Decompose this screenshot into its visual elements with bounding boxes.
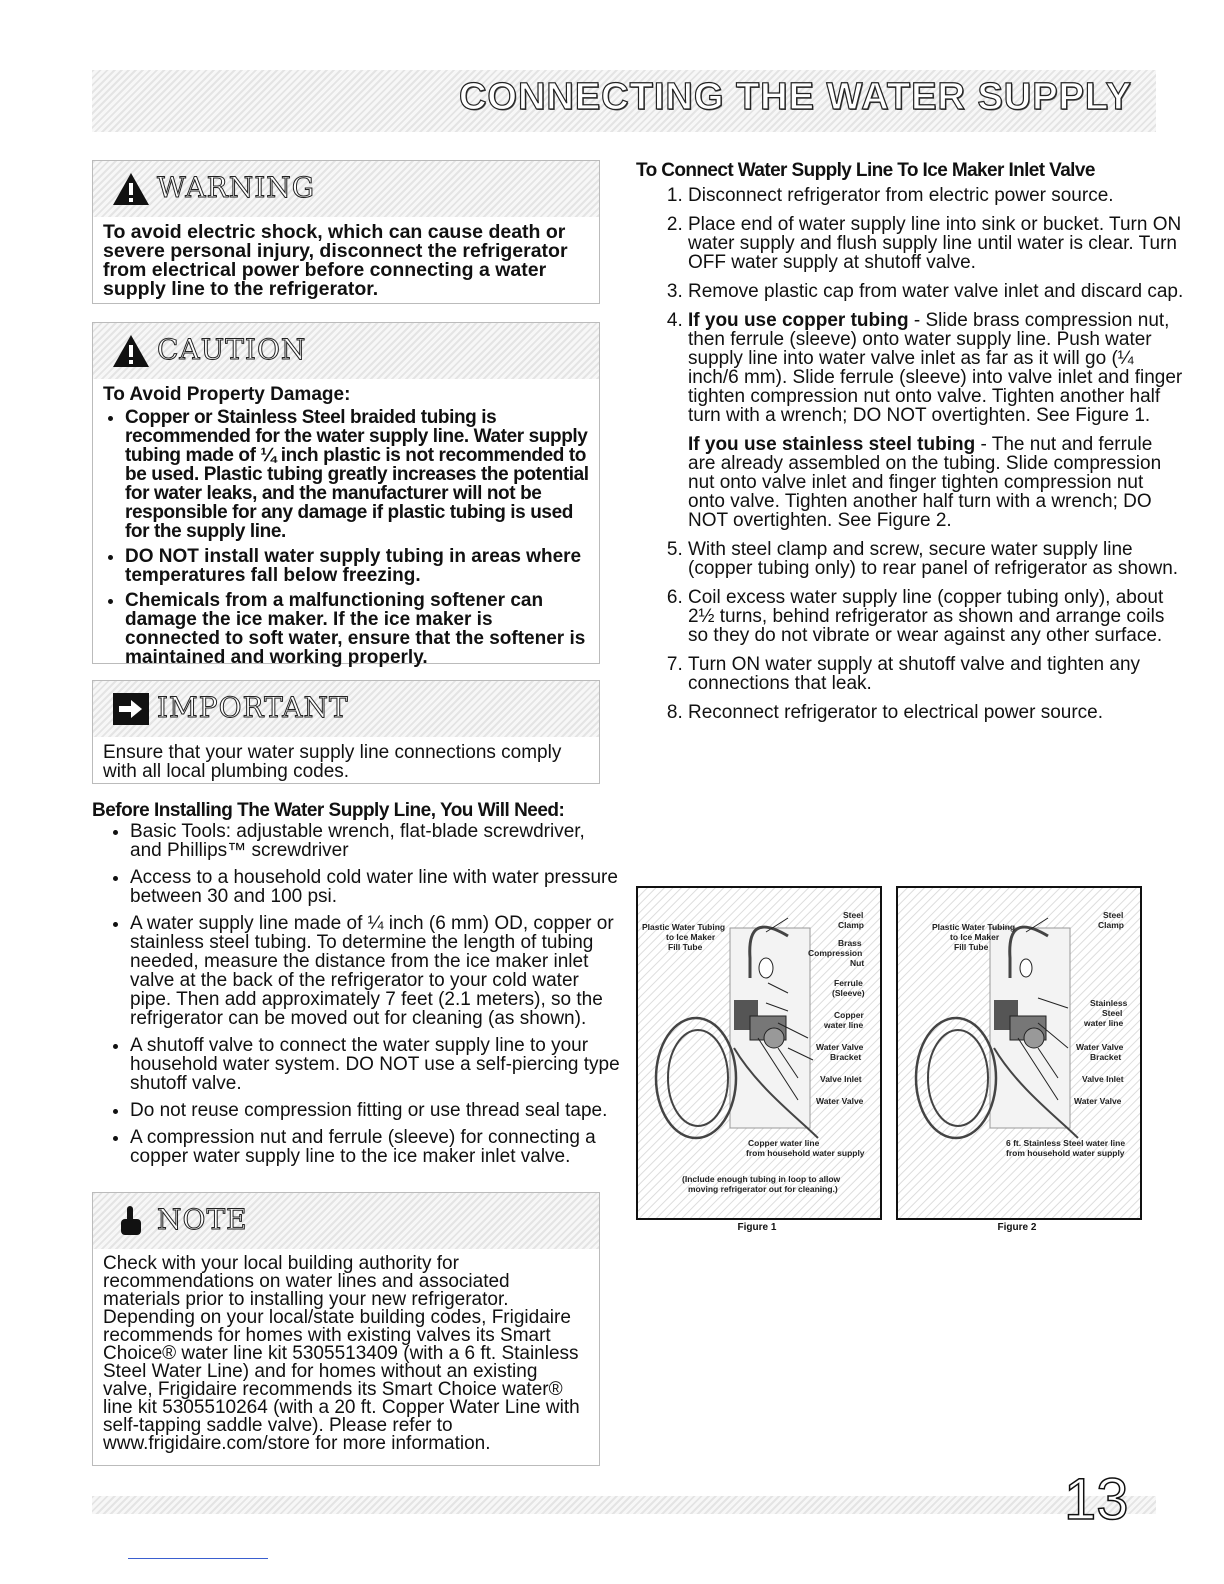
fig2-stainless-3: water line — [1084, 1018, 1124, 1028]
fig1-steel-clamp-1: Steel — [843, 910, 864, 920]
step-6: 6. Coil excess water supply line (copper tubing only), about 2½ turns, behind refrigerator as shown and arrange coils so they do not vibrate or wear against any other surface. — [688, 588, 1184, 645]
caution-heading: To Avoid Property Damage: — [103, 384, 351, 405]
important-box — [92, 680, 600, 784]
warning-box — [92, 160, 600, 304]
footer-bar — [92, 1496, 1156, 1514]
important-header — [93, 681, 599, 737]
fig1-loop-1: (Include enough tubing in loop to allow — [682, 1174, 841, 1184]
figure-2-caption: Figure 2 — [997, 1222, 1037, 1233]
bottom-rule — [128, 1558, 268, 1559]
fig1-copper-2: water line — [824, 1020, 864, 1030]
caution-label: CAUTION — [157, 333, 307, 366]
fig2-steel-clamp-1: Steel — [1103, 910, 1124, 920]
step-1: 1. Disconnect refrigerator from electric power source. — [688, 186, 1184, 205]
fig1-ferrule-1: Ferrule — [834, 978, 863, 988]
figure-1-caption: Figure 1 — [737, 1222, 777, 1233]
page-number: 13 — [1064, 1467, 1129, 1532]
fig1-bracket-2: Bracket — [830, 1052, 862, 1062]
step-3: 3. Remove plastic cap from water valve inlet and discard cap. — [688, 282, 1184, 301]
list-item: • Copper or Stainless Steel braided tubing is recommended for the water supply line. Water supply tubing made of ¼ inch plastic is not recommended to be used. Plastic tubing greatly increases the potential for water leaks, and the manufacturer will not be responsible for any damage if plastic tubing is used for the supply line. — [125, 408, 589, 541]
warning-text: To avoid electric shock, which can cause death or severe personal injury, disconnect the refrigerator from electrical power before connecting a water supply line to the refrigerator. — [103, 221, 568, 300]
fig2-bracket-2: Bracket — [1090, 1052, 1122, 1062]
fig1-brass-3: Nut — [850, 958, 865, 968]
copper-tubing-text: - Slide brass compression nut, then ferrule (sleeve) onto water supply line. Push water supply line into water valve inlet as far as it will go (¼ inch/6 mm). Slide ferrule (sleeve) into valve inlet and finger tighten compression nut onto valve. Tighten another half turn with a wrench; DO NOT overtighten. See Figure 1. — [688, 310, 1183, 426]
figure-1-illustration — [638, 888, 880, 1218]
steel-tubing-label: If you use stainless steel tubing — [688, 434, 976, 455]
fig1-to-ice-maker: to Ice Maker — [666, 932, 716, 942]
warning-header — [93, 161, 599, 217]
steel-tubing-text: - The nut and ferrule are already assembled on the tubing. Slide compression nut onto valve inlet and finger tighten compression nut onto valve. Tighten another half turn with a wrench; DO NOT overtighten. See Figure 2. — [688, 434, 1162, 531]
fig1-valve-inlet: Valve Inlet — [820, 1074, 862, 1084]
needs-list — [108, 822, 620, 1174]
pointing-hand-icon — [111, 1203, 151, 1239]
fig1-brass-1: Brass — [838, 938, 862, 948]
caution-list — [103, 408, 589, 667]
fig1-plastic-tubing: Plastic Water Tubing — [642, 922, 726, 932]
fig2-water-valve: Water Valve — [1074, 1096, 1122, 1106]
fig1-fill-tube: Fill Tube — [668, 942, 703, 952]
fig1-supply-2: from household water supply — [746, 1148, 865, 1158]
fig2-fill-tube: Fill Tube — [954, 942, 989, 952]
important-text: Ensure that your water supply line connections comply with all local plumbing codes. — [103, 742, 562, 782]
warning-triangle-icon — [111, 171, 151, 207]
steps-heading: To Connect Water Supply Line To Ice Maker Inlet Valve — [636, 160, 1095, 181]
fig2-plastic-tubing: Plastic Water Tubing — [932, 922, 1016, 932]
list-item: • Do not reuse compression fitting or use thread seal tape. — [130, 1101, 620, 1120]
fig2-stainless-2: Steel — [1102, 1008, 1123, 1018]
fig1-loop-2: moving refrigerator out for cleaning.) — [688, 1184, 838, 1194]
arrow-right-icon — [111, 691, 151, 727]
fig2-valve-inlet: Valve Inlet — [1082, 1074, 1124, 1084]
step-5: 5. With steel clamp and screw, secure water supply line (copper tubing only) to rear panel of refrigerator as shown. — [688, 540, 1184, 578]
fig1-steel-clamp-2: Clamp — [838, 920, 864, 930]
caution-triangle-icon — [111, 333, 151, 369]
note-box — [92, 1192, 600, 1466]
fig1-copper-1: Copper — [834, 1010, 864, 1020]
list-item: • A shutoff valve to connect the water supply line to your household water system. DO NOT use a self-piercing type shutoff valve. — [130, 1036, 620, 1093]
needs-heading: Before Installing The Water Supply Line, You Will Need: — [92, 800, 565, 821]
steps-list — [652, 186, 1184, 732]
note-header — [93, 1193, 599, 1249]
figure-2 — [896, 886, 1142, 1220]
list-item: • Basic Tools: adjustable wrench, flat-blade screwdriver, and Phillips™ screwdriver — [130, 822, 620, 860]
caution-header — [93, 323, 599, 379]
list-item: • Chemicals from a malfunctioning softener can damage the ice maker. If the ice maker is connected to soft water, ensure that the softener is maintained and working properly. — [125, 591, 589, 667]
step-2: 2. Place end of water supply line into sink or bucket. Turn ON water supply and flush supply line until water is clear. Turn OFF water supply at shutoff valve. — [688, 215, 1184, 272]
list-item: • A water supply line made of ¼ inch (6 mm) OD, copper or stainless steel tubing. To determine the length of tubing needed, measure the distance from the ice maker inlet valve at the back of the refrigerator to your cold water pipe. Then add approximately 7 feet (2.1 meters), so the refrigerator can be moved out for cleaning (as shown). — [130, 914, 620, 1028]
list-item: • DO NOT install water supply tubing in areas where temperatures fall below freezing. — [125, 547, 589, 585]
fig1-supply-1: Copper water line — [748, 1138, 820, 1148]
step-7: 7. Turn ON water supply at shutoff valve and tighten any connections that leak. — [688, 655, 1184, 693]
step-4 — [688, 311, 1184, 530]
note-label: NOTE — [157, 1203, 248, 1236]
fig2-steel-clamp-2: Clamp — [1098, 920, 1124, 930]
figure-1 — [636, 886, 882, 1220]
header-bar — [92, 70, 1156, 132]
fig2-to-ice-maker: to Ice Maker — [950, 932, 1000, 942]
fig1-brass-2: Compression — [808, 948, 863, 958]
steel-tubing-para — [688, 435, 1184, 530]
fig1-bracket-1: Water Valve — [816, 1042, 864, 1052]
fig1-ferrule-2: (Sleeve) — [832, 988, 865, 998]
page-title: CONNECTING THE WATER SUPPLY — [458, 76, 1132, 118]
figure-2-illustration — [898, 888, 1140, 1218]
copper-tubing-label: If you use copper tubing — [688, 310, 909, 331]
note-text: Check with your local building authority for recommendations on water lines and associated materials prior to installing your new refrigerator. Depending on your local/state building codes, Frigidaire recommends for homes with existing valves its Smart Choice® water line kit 5305513409 (with a 6 ft. Stainless Steel Water Line) and for homes without an existing valve, Frigidaire recommends its Smart Choice water® line kit 5305510264 (with a 20 ft. Copper Water Line with self-tapping saddle valve). Please refer to www.frigidaire.com/store for more information. — [103, 1253, 580, 1454]
list-item: • Access to a household cold water line with water pressure between 30 and 100 psi. — [130, 868, 620, 906]
warning-label: WARNING — [157, 171, 316, 204]
step-8: 8. Reconnect refrigerator to electrical power source. — [688, 703, 1184, 722]
caution-box — [92, 322, 600, 668]
fig1-water-valve: Water Valve — [816, 1096, 864, 1106]
important-label: IMPORTANT — [157, 691, 349, 724]
fig2-stainless-1: Stainless — [1090, 998, 1128, 1008]
fig2-supply-2: from household water supply — [1006, 1148, 1125, 1158]
list-item: • A compression nut and ferrule (sleeve) for connecting a copper water supply line to the ice maker inlet valve. — [130, 1128, 620, 1166]
fig2-supply-1: 6 ft. Stainless Steel water line — [1006, 1138, 1126, 1148]
fig2-bracket-1: Water Valve — [1076, 1042, 1124, 1052]
